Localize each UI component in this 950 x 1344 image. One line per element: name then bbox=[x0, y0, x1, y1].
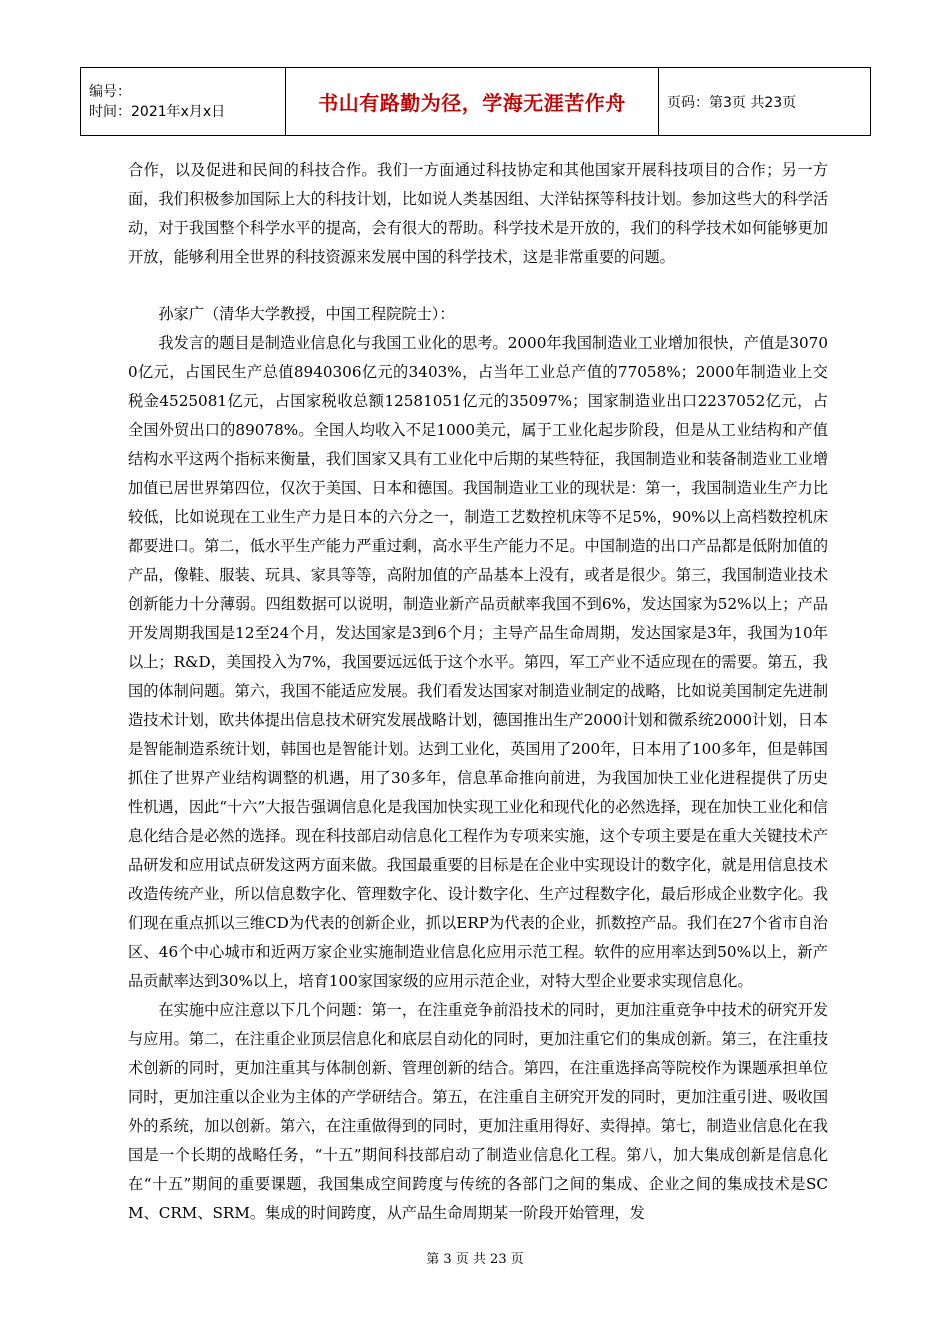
speech-paragraph: 我发言的题目是制造业信息化与我国工业化的思考。2000年我国制造业工业增加很快，产值是30700亿元，占国民生产总值8940306亿元的3403%，占当年工业总产值的77058%；2000年制造业上交税金4525081亿元，占国家税收总额12581051亿元的35097%；国家制造业出口2237052亿元，占全国外贸出口的89078%。全国人均收入不足1000美元，属于工业化起步阶段，但是从工业结构和产值结构水平这两个指标来衡量，我们国家又具有工业化中后期的某些特征，我国制造业和装备制造业工业增加值已居世界第四位，仅次于美国、日本和德国。我国制造业工业的现状是：第一，我国制造业生产力比较低，比如说现在工业生产力是日本的六分之一，制造工艺数控机床等不足5%，90%以上高档数控机床都要进口。第二，低水平生产能力严重过剩，高水平生产能力不足。中国制造的出口产品都是低附加值的产品，像鞋、服装、玩具、家具等等，高附加值的产品基本上没有，或者是很少。第三，我国制造业技术创新能力十分薄弱。四组数据可以说明，制造业新产品贡献率我国不到6%，发达国家为52%以上；产品开发周期我国是12至24个月，发达国家是3到6个月；主导产品生命周期，发达国家是3年，我国为10年以上；R&D，美国投入为7%，我国要远远低于这个水平。第四，军工产业不适应现在的需要。第五，我国的体制问题。第六，我国不能适应发展。我们看发达国家对制造业制定的战略，比如说美国制定先进制造技术计划，欧共体提出信息技术研究发展战略计划，德国推出生产2000计划和微系统2000计划，日本是智能制造系统计划，韩国也是智能计划。达到工业化，英国用了200年，日本用了100多年，但是韩国抓住了世界产业结构调整的机遇，用了30多年，信息革命推向前进，为我国加快工业化进程提供了历史性机遇，因此“十六”大报告强调信息化是我国加快实现工业化和现代化的必然选择，现在加快工业化和信息化结合是必然的选择。现在科技部启动信息化工程作为专项来实施，这个专项主要是在重大关键技术产品研发和应用试点研发这两方面来做。我国最重要的目标是在企业中实现设计的数字化，就是用信息技术改造传统产业，所以信息数字化、管理数字化、设计数字化、生产过程数字化，最后形成企业数字化。我们现在重点抓以三维CD为代表的创新企业，抓以ERP为代表的企业，抓数控产品。我们在27个省市自治区、46个中心城市和近两万家企业实施制造业信息化应用示范工程。软件的应用率达到50%以上，新产品贡献率达到30%以上，培育100家国家级的应用示范企业，对特大型企业要求实现信息化。 bbox=[128, 334, 829, 990]
speaker-heading: 孙家广（清华大学教授，中国工程院院士）： bbox=[158, 305, 455, 323]
document-number-label: 编号： bbox=[89, 83, 131, 100]
issues-paragraph: 在实施中应注意以下几个问题：第一，在注重竞争前沿技术的同时，更加注重竞争中技术的研究开发与应用。第二，在注重企业顶层信息化和底层自动化的同时，更加注重它们的集成创新。第三，在注重技术创新的同时，更加注重其与体制创新、管理创新的结合。第四，在注重选择高等院校作为课题承担单位同时，更加注重以企业为主体的产学研结合。第五，在注重自主研究开发的同时，更加注重引进、吸收国外的系统，加以创新。第六，在注重做得到的同时，更加注重用得好、卖得掉。第七，制造业信息化在我国是一个长期的战略任务，“十五”期间科技部启动了制造业信息化工程。第八，加大集成创新是信息化在“十五”期间的重要课题，我国集成空间跨度与传统的各部门之间的集成、企业之间的集成技术是SCM、CRM、SRM。集成的时间跨度，从产品生命周期某一阶段开始管理，发 bbox=[128, 1001, 828, 1222]
paragraph-continuation: 合作，以及促进和民间的科技合作。我们一方面通过科技协定和其他国家开展科技项目的合作；另一方面，我们积极参加国际上大的科技计划，比如说人类基因组、大洋钻探等科技计划。参加这些大的科学活动，对于我国整个科学水平的提高，会有很大的帮助。科学技术是开放的，我们的科学技术如何能够更加开放，能够利用全世界的科技资源来发展中国的科学技术，这是非常重要的问题。 bbox=[128, 161, 828, 266]
document-body bbox=[128, 156, 828, 1228]
page-header bbox=[80, 67, 871, 136]
header-page-number: 页码：第3页 共23页 bbox=[659, 68, 871, 136]
header-meta bbox=[81, 68, 286, 136]
header-motto: 书山有路勤为径，学海无涯苦作舟 bbox=[286, 68, 659, 136]
document-time-label: 时间：2021年x月x日 bbox=[89, 103, 226, 120]
paragraph-spacer bbox=[128, 272, 828, 300]
page-footer: 第 3 页 共 23 页 bbox=[426, 1252, 524, 1267]
